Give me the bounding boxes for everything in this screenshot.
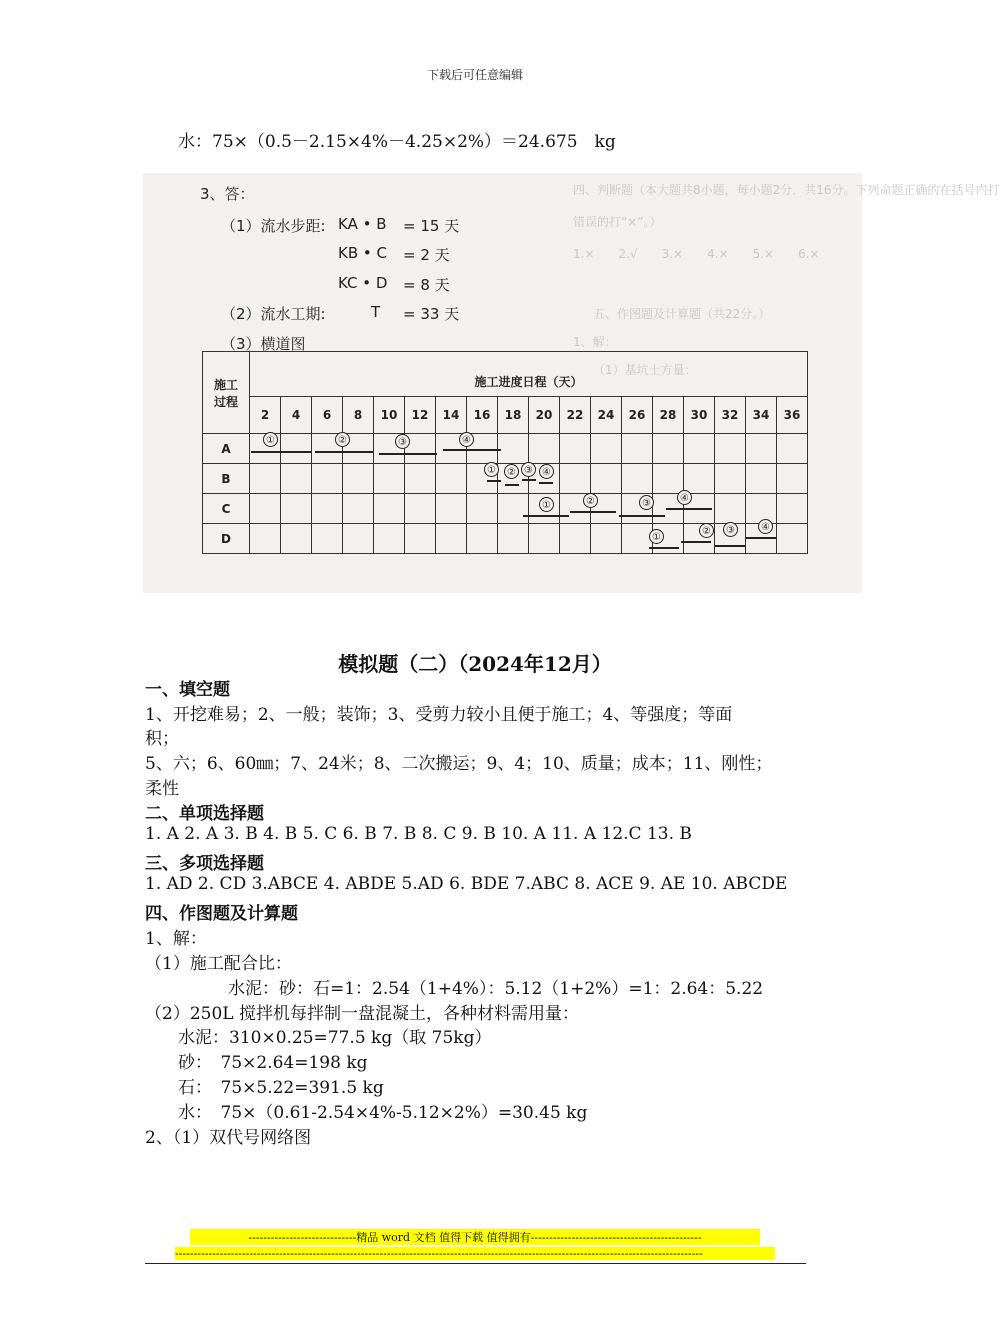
section-title: 模拟题（二）（2024年12月） — [338, 652, 612, 676]
bleed-text: 1、解： — [573, 335, 617, 349]
network-diagram-label: 2、（1）双代号网络图 — [145, 1128, 312, 1148]
day-cell: 34 — [746, 397, 777, 434]
process-header-line1: 施工 — [213, 377, 238, 392]
segment-marker: ② — [583, 493, 598, 508]
gantt-bar — [570, 511, 616, 513]
day-cell: 26 — [622, 397, 653, 434]
gantt-bar — [523, 515, 569, 517]
fill-blank-answers-3: 5、六；6、60㎜；7、24米；8、二次搬运；9、4；10、质量；成本；11、刚性； — [145, 754, 773, 774]
gantt-bar — [681, 541, 711, 543]
segment-marker: ③ — [521, 462, 536, 477]
page-header: 下载后可任意编辑 — [426, 68, 523, 82]
segment-marker: ② — [335, 432, 350, 447]
bleed-text: 五、作图题及计算题（共22分。） — [593, 307, 771, 321]
cement-amount: 水泥：310×0.25=77.5 kg（取 75kg） — [178, 1028, 492, 1048]
day-cell: 28 — [653, 397, 684, 434]
segment-marker: ④ — [459, 432, 474, 447]
process-header — [203, 352, 250, 434]
answer-label: 3、答： — [200, 185, 255, 203]
day-cell: 36 — [777, 397, 808, 434]
stone-amount: 石： 75×5.22=391.5 kg — [178, 1078, 384, 1098]
single-choice-heading: 二、单项选择题 — [145, 804, 264, 824]
segment-marker: ② — [504, 464, 519, 479]
gantt-bar — [746, 537, 776, 539]
fill-blank-answers-4: 柔性 — [145, 779, 179, 799]
multiple-choice-answers: 1. AD 2. CD 3.ABCE 4. ABDE 5.AD 6. BDE 7.ABC 8. ACE 9. AE 10. ABCDE — [145, 874, 788, 894]
fill-blank-answers-2: 积； — [145, 729, 179, 749]
gantt-bar — [315, 451, 373, 453]
process-header-line2: 过程 — [213, 394, 238, 409]
footer-rule — [145, 1263, 806, 1264]
day-cell: 30 — [684, 397, 715, 434]
row-label: A — [203, 434, 250, 464]
k-ab-value: = 15 天 — [403, 217, 460, 235]
day-cell: 24 — [591, 397, 622, 434]
k-ab-label: KA • B — [338, 215, 387, 233]
mix-ratio-formula: 水泥：砂：石=1：2.54（1+4%）：5.12（1+2%）=1：2.64：5.22 — [228, 979, 764, 999]
segment-marker: ① — [484, 462, 499, 477]
gantt-bar — [666, 508, 712, 510]
duration-label: （2）流水工期: — [221, 305, 326, 323]
t-label: T — [371, 303, 381, 321]
bleed-text: 1.× 2.√ 3.× 4.× 5.× 6.× — [573, 247, 820, 261]
gantt-label: （3）横道图 — [221, 335, 306, 353]
bleed-text: （1）基坑土方量： — [593, 363, 697, 377]
scanned-answer-image — [143, 173, 1000, 593]
k-bc-label: KB • C — [338, 244, 387, 262]
footer-dashes: ---------------------------------------------------------------------------------------------------------------------------------------------- — [175, 1247, 775, 1260]
k-cd-value: = 8 天 — [403, 276, 450, 294]
gantt-bar — [522, 479, 536, 481]
row-label: B — [203, 464, 250, 494]
segment-marker: ④ — [677, 490, 692, 505]
segment-marker: ② — [699, 523, 714, 538]
day-cell: 12 — [405, 397, 436, 434]
day-cell: 2 — [250, 397, 281, 434]
day-cell: 32 — [715, 397, 746, 434]
segment-marker: ④ — [539, 464, 554, 479]
day-cell: 10 — [374, 397, 405, 434]
fill-blank-answers-1: 1、开挖难易；2、一般；装饰；3、受剪力较小且便于施工；4、等强度；等面 — [145, 705, 733, 725]
footer-banner: -----------------------------精品 word 文档 值得下载 值得拥有---------------------------------------------- — [190, 1229, 760, 1245]
multiple-choice-heading: 三、多项选择题 — [145, 854, 264, 874]
row-label: D — [203, 524, 250, 554]
segment-marker: ④ — [758, 519, 773, 534]
segment-marker: ① — [263, 432, 278, 447]
calculation-heading: 四、作图题及计算题 — [145, 904, 298, 924]
gantt-bar — [443, 449, 501, 451]
t-value: = 33 天 — [403, 305, 460, 323]
mix-ratio-label: （1）施工配合比： — [145, 954, 292, 974]
water-formula-line: 水：75×（0.5－2.15×4%－4.25×2%）＝24.675 kg — [178, 132, 616, 152]
solution-label: 1、解： — [145, 929, 207, 949]
schedule-header: 施工进度日程（天） — [250, 352, 808, 397]
step-distance-label: （1）流水步距: — [221, 217, 326, 235]
segment-marker: ③ — [723, 522, 738, 537]
segment-marker: ① — [539, 497, 554, 512]
fill-blank-heading: 一、填空题 — [145, 680, 230, 700]
day-cell: 16 — [467, 397, 498, 434]
bleed-text: 错误的打“×”。） — [573, 215, 662, 229]
gantt-bar — [649, 547, 679, 549]
k-cd-label: KC • D — [338, 274, 388, 292]
gantt-bar — [619, 515, 665, 517]
segment-marker: ③ — [639, 495, 654, 510]
mixer-quantity-label: （2）250L 搅拌机每拌制一盘混凝土，各种材料需用量： — [145, 1004, 579, 1024]
gantt-bar — [505, 484, 519, 486]
k-bc-value: = 2 天 — [403, 246, 450, 264]
row-label: C — [203, 494, 250, 524]
day-cell: 14 — [436, 397, 467, 434]
gantt-bar — [715, 545, 745, 547]
segment-marker: ① — [649, 529, 664, 544]
day-cell: 22 — [560, 397, 591, 434]
gantt-bar — [487, 480, 501, 482]
single-choice-answers: 1. A 2. A 3. B 4. B 5. C 6. B 7. B 8. C 9. B 10. A 11. A 12.C 13. B — [145, 824, 692, 844]
gantt-bar — [379, 453, 437, 455]
day-cell: 8 — [343, 397, 374, 434]
segment-marker: ③ — [395, 434, 410, 449]
gantt-bar — [251, 451, 311, 453]
water-amount: 水： 75×（0.61-2.54×4%-5.12×2%）=30.45 kg — [178, 1103, 588, 1123]
gantt-bar — [539, 482, 553, 484]
day-cell: 4 — [281, 397, 312, 434]
day-cell: 20 — [529, 397, 560, 434]
sand-amount: 砂： 75×2.64=198 kg — [178, 1053, 368, 1073]
day-cell: 18 — [498, 397, 529, 434]
day-cell: 6 — [312, 397, 343, 434]
bleed-text: 四、判断题（本大题共8小题，每小题2分，共16分。下列命题正确的在括号内打 — [573, 183, 1000, 197]
